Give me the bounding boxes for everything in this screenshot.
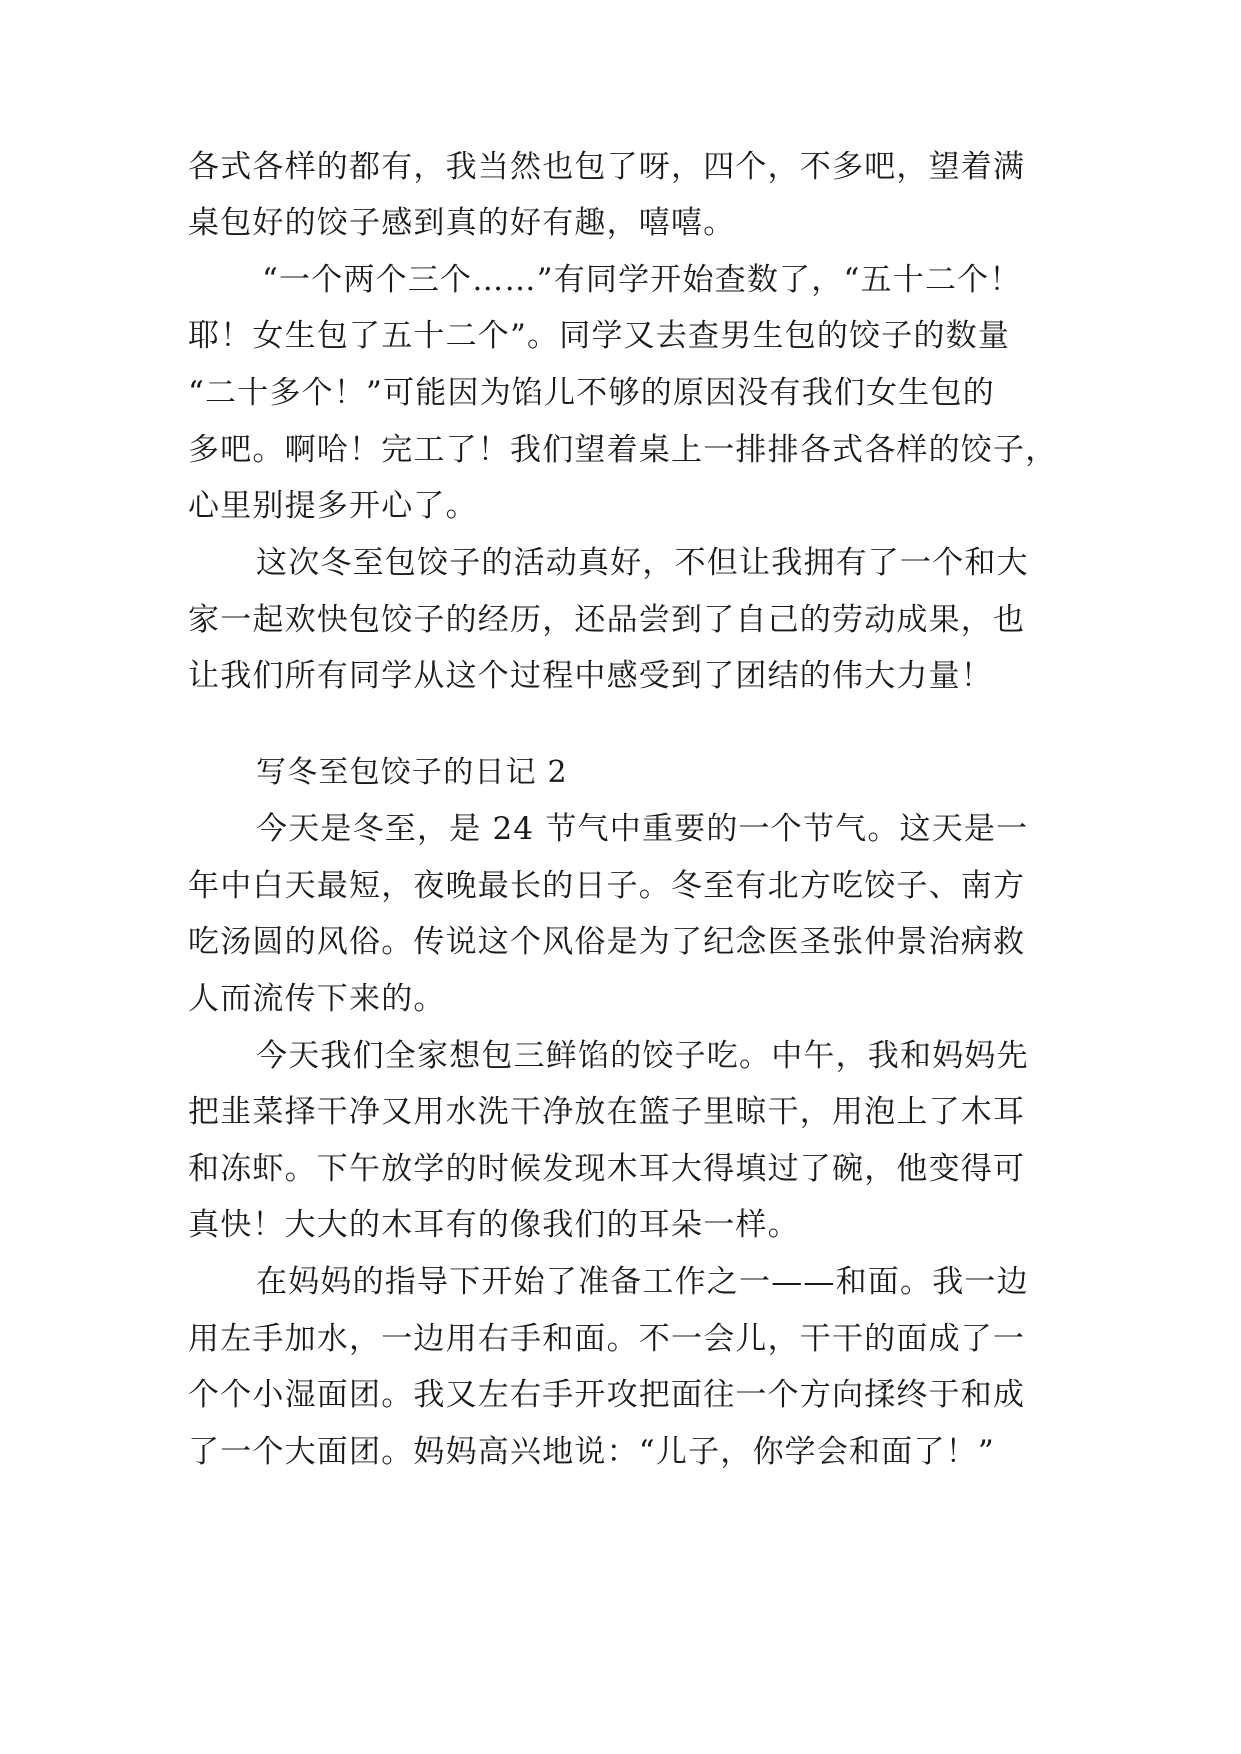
paragraph-line: 了一个大面团。妈妈高兴地说：“儿子，你学会和面了！” — [188, 1434, 995, 1470]
paragraph-line: 心里别提多开心了。 — [188, 488, 478, 524]
paragraph-line: 桌包好的饺子感到真的好有趣，嘻嘻。 — [188, 205, 736, 241]
paragraph-line: 和冻虾。下午放学的时候发现木耳大得填过了碗，他变得可 — [188, 1151, 1026, 1187]
paragraph-line: 用左手加水，一边用右手和面。不一会儿，干干的面成了一 — [188, 1321, 1026, 1357]
section-heading: 写冬至包饺子的日记 2 — [256, 755, 568, 790]
paragraph-line: 人而流传下来的。 — [188, 981, 446, 1017]
paragraph-line: 今天是冬至，是 24 节气中重要的一个节气。这天是一 — [256, 811, 1029, 847]
paragraph-line: 真快！大大的木耳有的像我们的耳朵一样。 — [188, 1207, 800, 1243]
paragraph-line: 吃汤圆的风俗。传说这个风俗是为了纪念医圣张仲景治病救 — [188, 924, 1026, 960]
paragraph-line: 这次冬至包饺子的活动真好，不但让我拥有了一个和大 — [256, 545, 1029, 581]
paragraph-line: “一个两个三个……”有同学开始查数了，“五十二个！ — [262, 262, 1022, 298]
paragraph-line: 耶！女生包了五十二个”。同学又去查男生包的饺子的数量 — [188, 318, 1011, 354]
paragraph-line: 把韭菜择干净又用水洗干净放在篮子里晾干，用泡上了木耳 — [188, 1094, 1026, 1130]
paragraph-line: 在妈妈的指导下开始了准备工作之一——和面。我一边 — [256, 1264, 1029, 1300]
paragraph-line: 让我们所有同学从这个过程中感受到了团结的伟大力量！ — [188, 658, 993, 694]
paragraph-line: 各式各样的都有，我当然也包了呀，四个，不多吧，望着满 — [188, 149, 1026, 185]
paragraph-line: 年中白天最短，夜晚最长的日子。冬至有北方吃饺子、南方 — [188, 868, 1026, 904]
paragraph-line: 今天我们全家想包三鲜馅的饺子吃。中午，我和妈妈先 — [256, 1038, 1029, 1074]
paragraph-line: 个个小湿面团。我又左右手开攻把面往一个方向揉终于和成 — [188, 1377, 1026, 1413]
paragraph-line: “二十多个！”可能因为馅儿不够的原因没有我们女生包的 — [188, 375, 995, 411]
paragraph-line: 家一起欢快包饺子的经历，还品尝到了自己的劳动成果，也 — [188, 602, 1026, 638]
paragraph-line: 多吧。啊哈！完工了！我们望着桌上一排排各式各样的饺子， — [188, 432, 1058, 468]
